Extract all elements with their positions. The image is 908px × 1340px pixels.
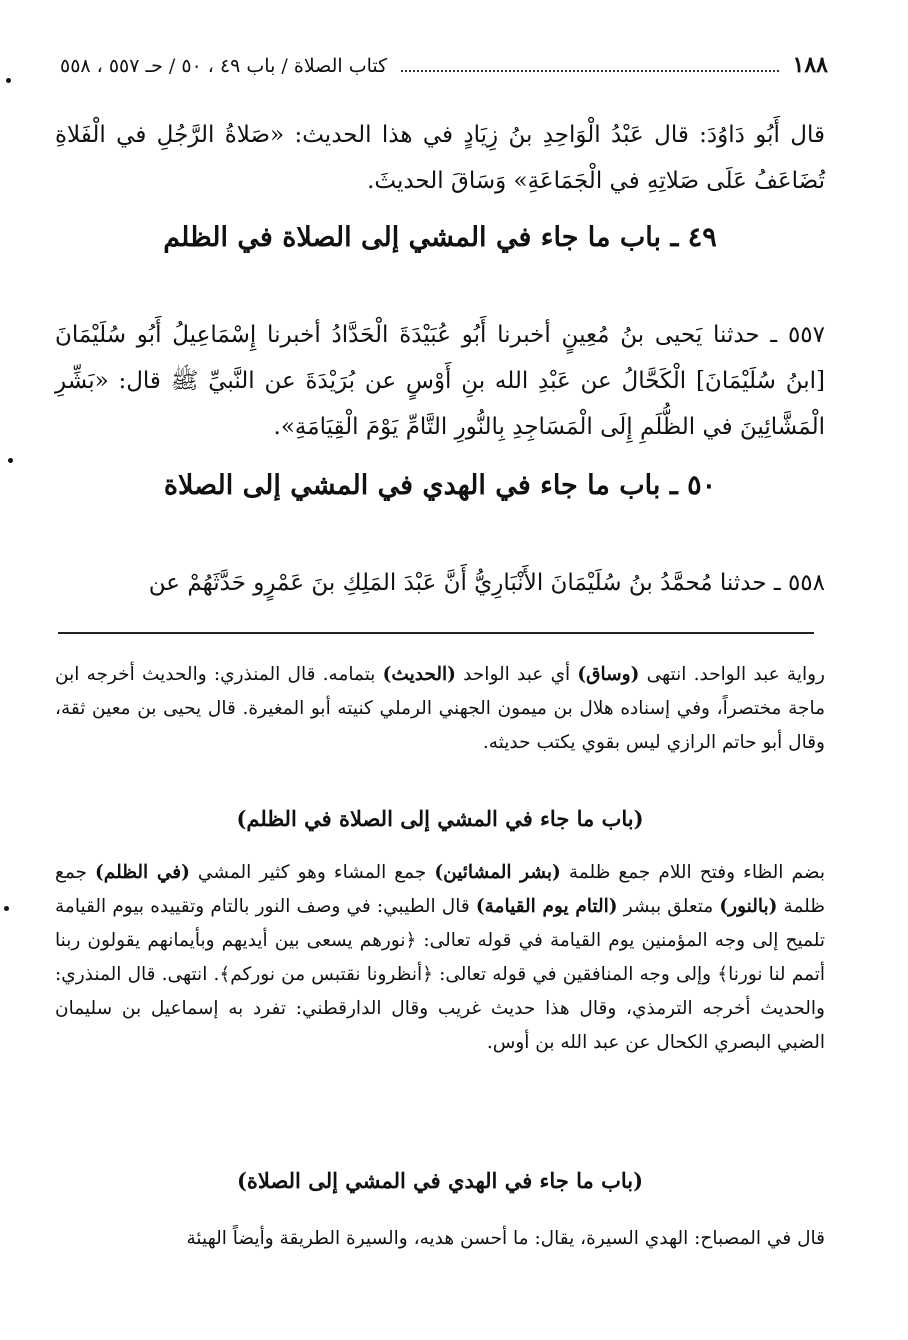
chapter-title: ما جاء في الهدي في المشي إلى الصلاة: [163, 470, 610, 501]
chapter-number: ٥٠ ـ: [669, 470, 717, 501]
scan-speck: [4, 906, 9, 911]
text-run: قال الطيبي: في وصف النور بالتام وتقييده بيوم القيامة تلميح إلى وجه المؤمنين يوم القيامة في قوله تعالى: ﴿نورهم يسعى بين أيديهم وبأيمانهم يقولون ربنا أتمم لنا نورنا﴾ وإلى وجه المنافقين في قوله تعالى: ﴿أنظرونا نقتبس من نوركم﴾. انتهى. قال المنذري: والحديث أخرجه الترمذي، وقال هذا حديث غريب وقال الدارقطني: تفرد به إسماعيل بن سليمان الضبي البصري الكحال عن عبد الله بن أوس.: [55, 896, 825, 1053]
scan-speck: [8, 458, 13, 463]
chapter-title: ما جاء في المشي إلى الصلاة في الظلم: [163, 222, 611, 253]
bold-term: (وساق): [577, 664, 640, 685]
text-run: أي عبد الواحد: [455, 664, 578, 685]
text-run: بتمامه. قال المنذري: والحديث أخرجه ابن ماجة مختصراً، وفي إسناده هلال بن ميمون الجهني الرملي كنيته أبو المغيرة. قال يحيى بن معين ثقة، وقال أبو حاتم الرازي ليس بقوي يكتب حديثه.: [55, 664, 825, 753]
text-run: جمع المشاء وهو كثير المشي: [189, 862, 435, 883]
bold-term: (التام يوم القيامة): [475, 896, 618, 917]
bold-term: (بشر المشائين): [434, 862, 561, 883]
running-title: كتاب الصلاة / باب ٤٩ ، ٥٠ / حـ ٥٥٧ ، ٥٥٨: [60, 55, 388, 77]
abu-dawud-remark: قال أَبُو دَاوُدَ: قال عَبْدُ الْوَاحِدِ بنُ زِيَادٍ في هذا الحديث: «صَلاةُ الرَّجُلِ في الْفَلاةِ تُضَاعَفُ عَلَى صَلاتِهِ في الْجَمَاعَةِ» وَسَاقَ الحديثَ.: [55, 122, 825, 194]
chapter-word: باب: [619, 470, 661, 501]
commentary-paragraph-3: قال في المصباح: الهدي السيرة، يقال: ما أحسن هديه، والسيرة الطريقة وأيضاً الهيئة: [186, 1228, 825, 1249]
page-number: ١٨٨: [792, 52, 828, 78]
hadith-558: ٥٥٨ ـ حدثنا مُحمَّدُ بنُ سُلَيْمَانَ الأَنْبَارِيُّ أَنَّ عَبْدَ المَلِكِ بنَ عَمْرٍو حَدَّثَهُمْ عن: [148, 570, 825, 596]
commentary-subheading-1: (باب ما جاء في المشي إلى الصلاة في الظلم): [236, 806, 644, 831]
chapter-number: ٤٩ ـ: [670, 222, 717, 253]
text-run: رواية عبد الواحد. انتهى: [639, 664, 825, 685]
text-run: جمع ظلمة: [55, 862, 826, 917]
chapter-heading-50: [55, 470, 825, 501]
footnote-separator: [58, 632, 814, 634]
chapter-heading-49: [55, 222, 825, 253]
header-dot-leader: [401, 56, 778, 72]
text-run: بضم الظاء وفتح اللام جمع ظلمة: [560, 862, 825, 883]
hadith-557: ٥٥٧ ـ حدثنا يَحيى بنُ مُعِينٍ أخبرنا أَبُو عُبَيْدَةَ الْحَدَّادُ أخبرنا إِسْمَاعِيلُ أَبُو سُلَيْمَانَ [ابنُ سُلَيْمَانَ] الْكَحَّالُ عن عَبْدِ الله بنِ أَوْسٍ عن بُرَيْدَةَ عن النَّبيِّ ﷺ قال: «بَشِّرِ الْمَشَّائِينَ في الظُّلَمِ إِلَى الْمَسَاجِدِ بِالنُّورِ التَّامِّ يَوْمَ الْقِيَامَةِ».: [55, 322, 825, 440]
commentary-subheading-2: (باب ما جاء في الهدي في المشي إلى الصلاة): [236, 1168, 644, 1193]
text-run: متعلق ببشر: [617, 896, 720, 917]
bold-term: (في الظلم): [95, 862, 190, 883]
bold-term: (الحديث): [382, 664, 456, 685]
scan-speck: [6, 78, 11, 83]
commentary-paragraph-1: [55, 658, 825, 760]
running-header: [60, 52, 828, 88]
bold-term: (بالنور): [719, 896, 778, 917]
commentary-paragraph-2: [55, 856, 825, 1060]
chapter-word: باب: [619, 222, 662, 253]
